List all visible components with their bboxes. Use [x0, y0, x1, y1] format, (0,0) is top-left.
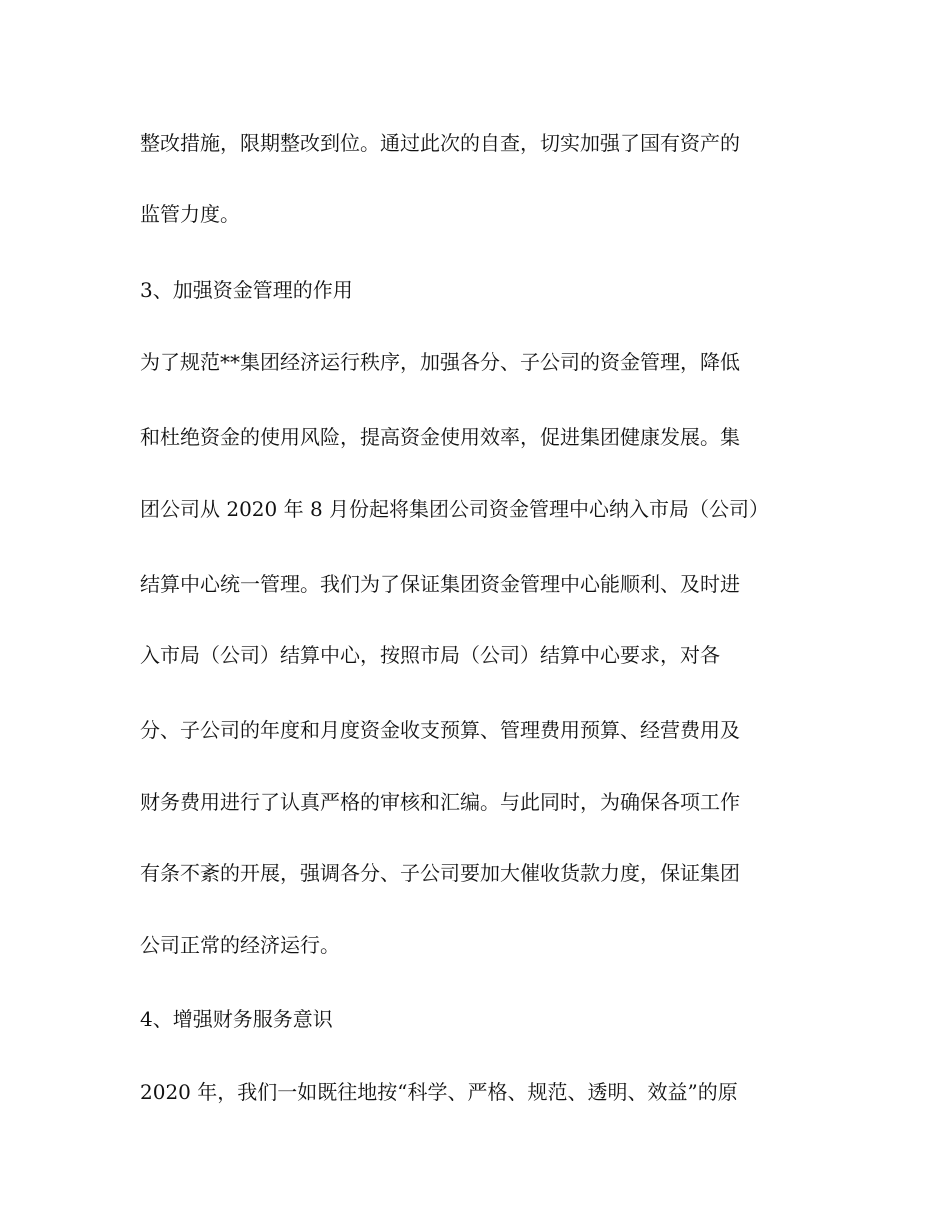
paragraph-line: 入市局（公司）结算中心，按照市局（公司）结算中心要求，对各	[140, 643, 720, 667]
paragraph-line: 公司正常的经济运行。	[140, 933, 340, 957]
paragraph-line: 为了规范**集团经济运行秩序，加强各分、子公司的资金管理，降低	[140, 350, 740, 374]
paragraph-line: 结算中心统一管理。我们为了保证集团资金管理中心能顺利、及时进	[140, 572, 740, 596]
paragraph-line: 分、子公司的年度和月度资金收支预算、管理费用预算、经营费用及	[140, 718, 740, 742]
paragraph-line: 2020 年，我们一如既往地按“科学、严格、规范、透明、效益”的原	[140, 1080, 738, 1104]
paragraph-line: 整改措施，限期整改到位。通过此次的自查，切实加强了国有资产的	[140, 131, 740, 155]
paragraph-line: 监管力度。	[140, 202, 240, 226]
paragraph-line: 和杜绝资金的使用风险，提高资金使用效率，促进集团健康发展。集	[140, 425, 740, 449]
paragraph-line: 财务费用进行了认真严格的审核和汇编。与此同时，为确保各项工作	[140, 790, 740, 814]
section-heading: 4、增强财务服务意识	[140, 1007, 333, 1031]
section-heading: 3、加强资金管理的作用	[140, 278, 353, 302]
paragraph-line: 有条不紊的开展，强调各分、子公司要加大催收货款力度，保证集团	[140, 861, 740, 885]
paragraph-line: 团公司从 2020 年 8 月份起将集团公司资金管理中心纳入市局（公司）	[140, 497, 770, 521]
